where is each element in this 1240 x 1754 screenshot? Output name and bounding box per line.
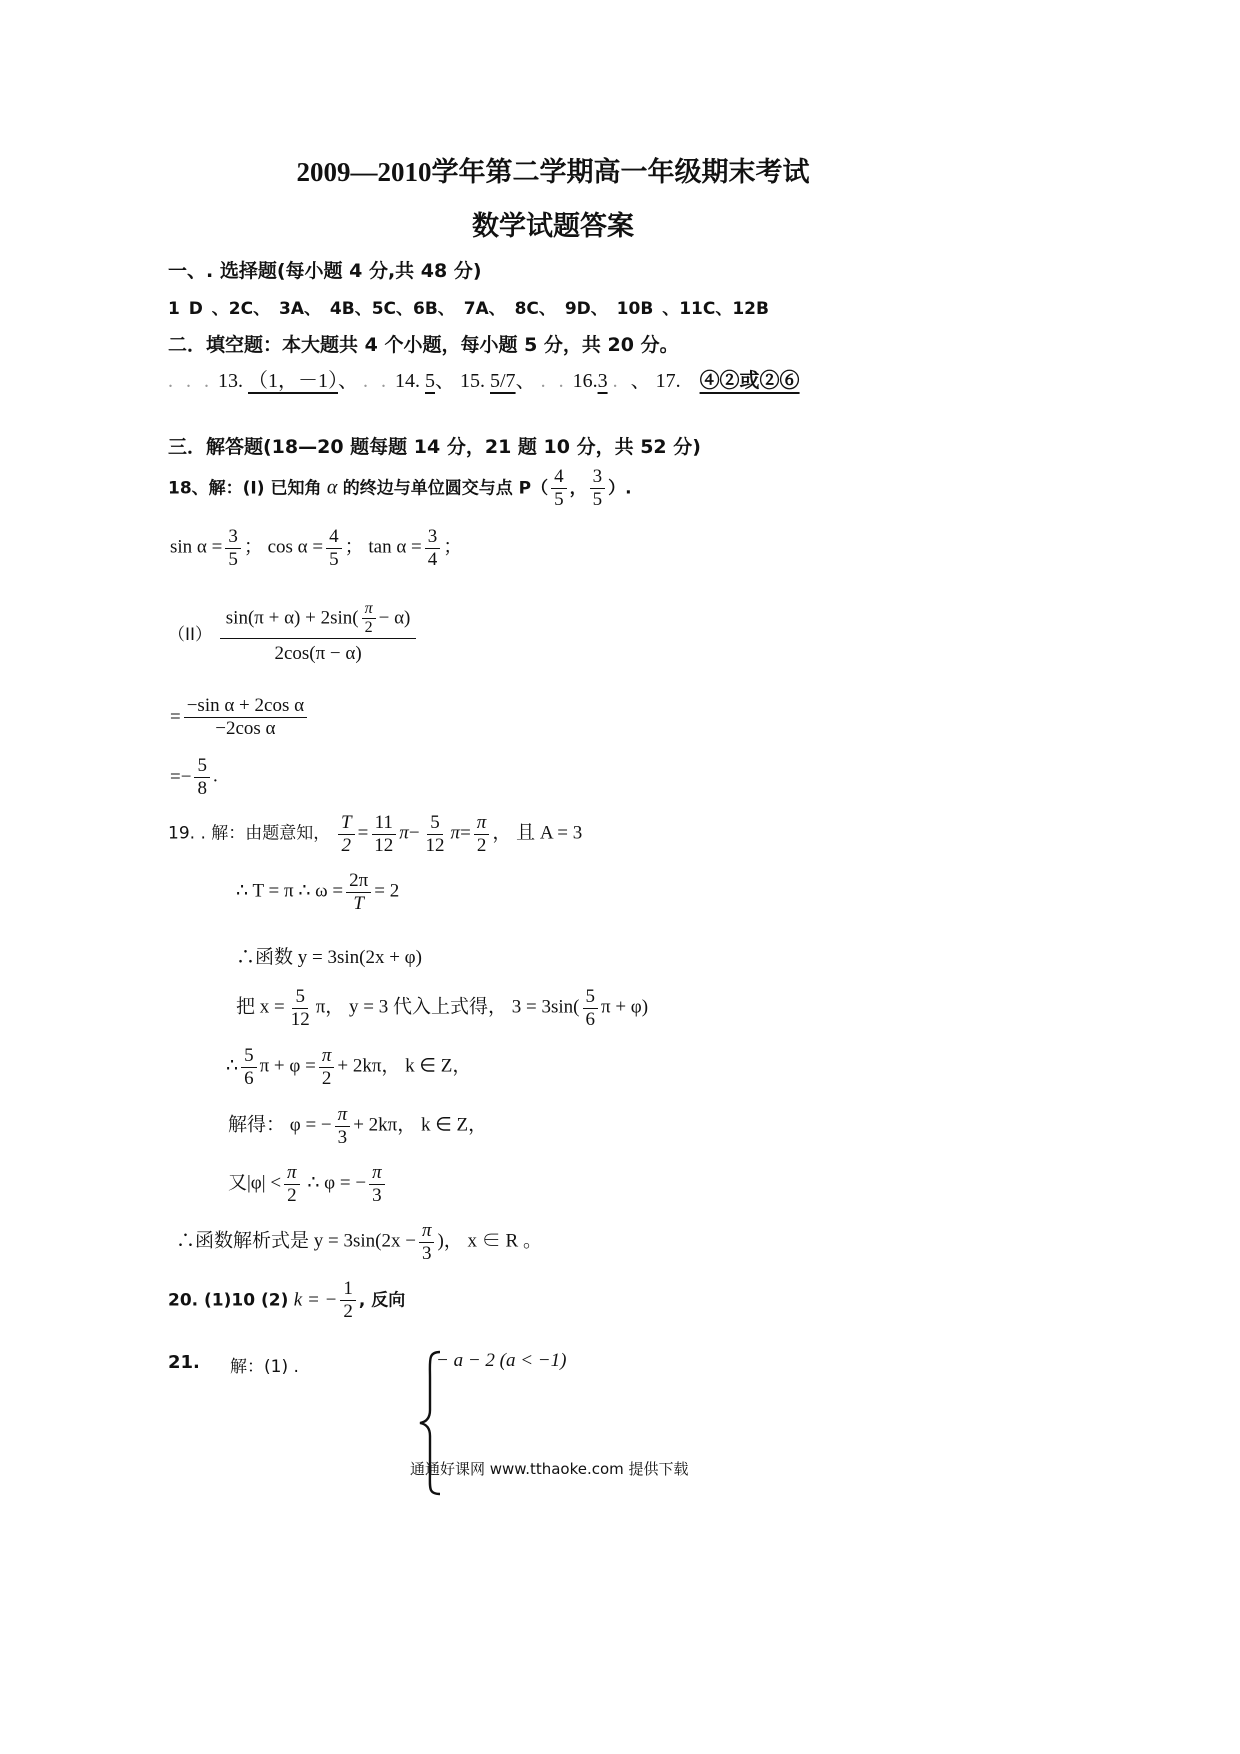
x-fraction: $\frac{5}{12}$	[290, 986, 310, 1030]
dot-leader: . .	[363, 370, 390, 392]
part2-label: （II）	[168, 624, 213, 645]
step2-fraction: $\frac{5}{8}$	[194, 755, 210, 800]
equals: =	[170, 706, 181, 728]
q17-label: 17.	[655, 370, 681, 392]
dot-leader: . .	[540, 370, 568, 392]
pi-over-2: $\frac{\pi}{2}$	[319, 1045, 335, 1090]
q16-label: 16.	[572, 370, 598, 392]
q18-intro-text-2: 的终边与单位圆交与点 P（	[342, 478, 549, 499]
q19-conclusion: ∴函数解析式是 y = 3sin(2x − $\frac{\pi}{3}$ )， x ∈ R 。	[176, 1220, 542, 1264]
fraction-11-12: $\frac{11}{12}$	[371, 812, 396, 857]
section-2-heading: 二．填空题：本大题共 4 个小题，每小题 5 分，共 20 分。	[168, 334, 679, 356]
semicolon: ；	[243, 536, 263, 558]
fill-in-answers	[168, 364, 800, 393]
q18-part2	[168, 600, 419, 665]
equals-minus: =−	[170, 766, 192, 788]
q14-label: 14.	[395, 370, 420, 392]
q15-label: 15.	[460, 370, 485, 392]
point-x-fraction: $\frac{4}{5}$	[551, 466, 567, 511]
answer-title: 数学试题答案	[472, 211, 634, 242]
q19-label: 19. . 解：由题意知，	[168, 823, 331, 844]
q19-line6: 解得： φ = − $\frac{\pi}{3}$ + 2kπ， k ∈ Z，	[228, 1104, 488, 1148]
q19-line5: ∴ $\frac{5}{6}$ π + φ = $\frac{\pi}{2}$ + 2kπ， k ∈ Z，	[226, 1045, 472, 1089]
tan-label: tan α =	[368, 536, 422, 558]
five-sixths: $\frac{5}{6}$	[241, 1045, 257, 1090]
q19-line1: 19. . 解：由题意知， $\frac{T}{2}$ = $\frac{11}{12}$ π− $\frac{5}{12}$ π= $\frac{\pi}{2}$ ， 且 A = 3	[168, 812, 583, 856]
separator: 、	[630, 370, 651, 392]
q17-answer: ④②或②⑥	[699, 370, 800, 392]
q18-intro-text: 18、解：(I) 已知角	[168, 478, 322, 499]
period: .	[212, 765, 218, 787]
point-y-fraction: $\frac{3}{5}$	[590, 466, 606, 511]
choice-answers: 1 D 、2C、 3A、 4B、5C、6B、 7A、 8C、 9D、 10B 、11C、12B	[168, 299, 769, 319]
q21-text: 解：(1) .	[230, 1357, 299, 1377]
given-A: ， 且 A = 3	[492, 822, 583, 844]
close-paren: ）.	[608, 478, 632, 499]
alpha-symbol: α	[326, 476, 338, 499]
q20-direction: , 反向	[358, 1290, 406, 1311]
step1-fraction: $\frac{\text{−sin α + 2cos α}}{\text{−2cos α}}$	[184, 695, 307, 740]
tan-fraction: $\frac{3}{4}$	[425, 526, 441, 571]
k-expression: k = −	[293, 1289, 338, 1311]
q13-label: 13.	[218, 370, 243, 392]
q19-line7: 又|φ| < $\frac{\pi}{2}$ ∴ φ = − $\frac{\pi}{3}$	[228, 1162, 388, 1207]
pi-over-3: $\frac{\pi}{3}$	[419, 1220, 435, 1265]
q18-intro	[168, 466, 632, 511]
trig-values	[170, 526, 462, 571]
q18-step2	[170, 755, 218, 800]
one-half: $\frac{1}{2}$	[340, 1278, 356, 1323]
part2-expression: sin(π + α) + 2sin( $\frac{\pi}{2}$ − α) 2cos(π − α)	[220, 600, 417, 665]
q14-answer: 5	[425, 370, 435, 392]
separator: 、	[435, 370, 455, 392]
pi-over-3: $\frac{\pi}{3}$	[369, 1162, 385, 1207]
dot-leader: . . .	[168, 370, 213, 392]
pi-over-2: $\frac{\pi}{2}$	[284, 1162, 300, 1207]
q18-step1	[170, 695, 310, 740]
sin-label: sin α =	[170, 536, 223, 558]
exam-title: 2009—2010学年第二学期高一年级期末考试	[296, 157, 810, 187]
section-1-heading: 一、. 选择题(每小题 4 分,共 48 分)	[168, 260, 482, 282]
omega-fraction: $\frac{2\pi}{T}$	[346, 870, 371, 915]
piecewise-case-1: − a − 2 (a < −1)	[436, 1350, 567, 1371]
q20-text: 20. (1)10 (2)	[168, 1290, 289, 1311]
q19-line2: ∴ T = π ∴ ω = $\frac{2\pi}{T}$ = 2	[236, 870, 400, 914]
separator: 、	[515, 370, 536, 392]
q19-line4: 把 x = $\frac{5}{12}$ π， y = 3 代入上式得， 3 = 3sin( $\frac{5}{6}$ π + φ)	[236, 986, 649, 1030]
semicolon: ；	[344, 536, 364, 558]
separator: 、	[338, 370, 358, 392]
dot-leader: .	[612, 370, 631, 392]
q15-answer: 5/7	[490, 370, 516, 392]
pi-over-3: $\frac{\pi}{3}$	[335, 1104, 351, 1149]
q21-label: 21.	[168, 1352, 200, 1373]
section-3-heading: 三．解答题(18—20 题每题 14 分，21 题 10 分，共 52 分)	[168, 436, 701, 458]
q20-answer	[168, 1278, 405, 1323]
footer-watermark: 通通好课网 www.tthaoke.com 提供下载	[410, 1460, 689, 1478]
semicolon: ；	[443, 536, 463, 558]
T-over-2: $\frac{T}{2}$	[338, 812, 355, 857]
cos-fraction: $\frac{4}{5}$	[326, 526, 342, 571]
q13-answer: （1，－1）	[248, 370, 338, 392]
q16-answer: 3	[597, 370, 608, 392]
fraction-5-12: $\frac{5}{12}$	[425, 812, 445, 856]
q19-line3: ∴函数 y = 3sin(2x + φ)	[236, 947, 422, 968]
five-sixths: $\frac{5}{6}$	[583, 986, 599, 1031]
pi-over-2: $\frac{\pi}{2}$	[474, 812, 490, 857]
sin-fraction: $\frac{3}{5}$	[225, 526, 241, 571]
comma: ，	[569, 478, 587, 499]
cos-label: cos α =	[267, 536, 324, 558]
